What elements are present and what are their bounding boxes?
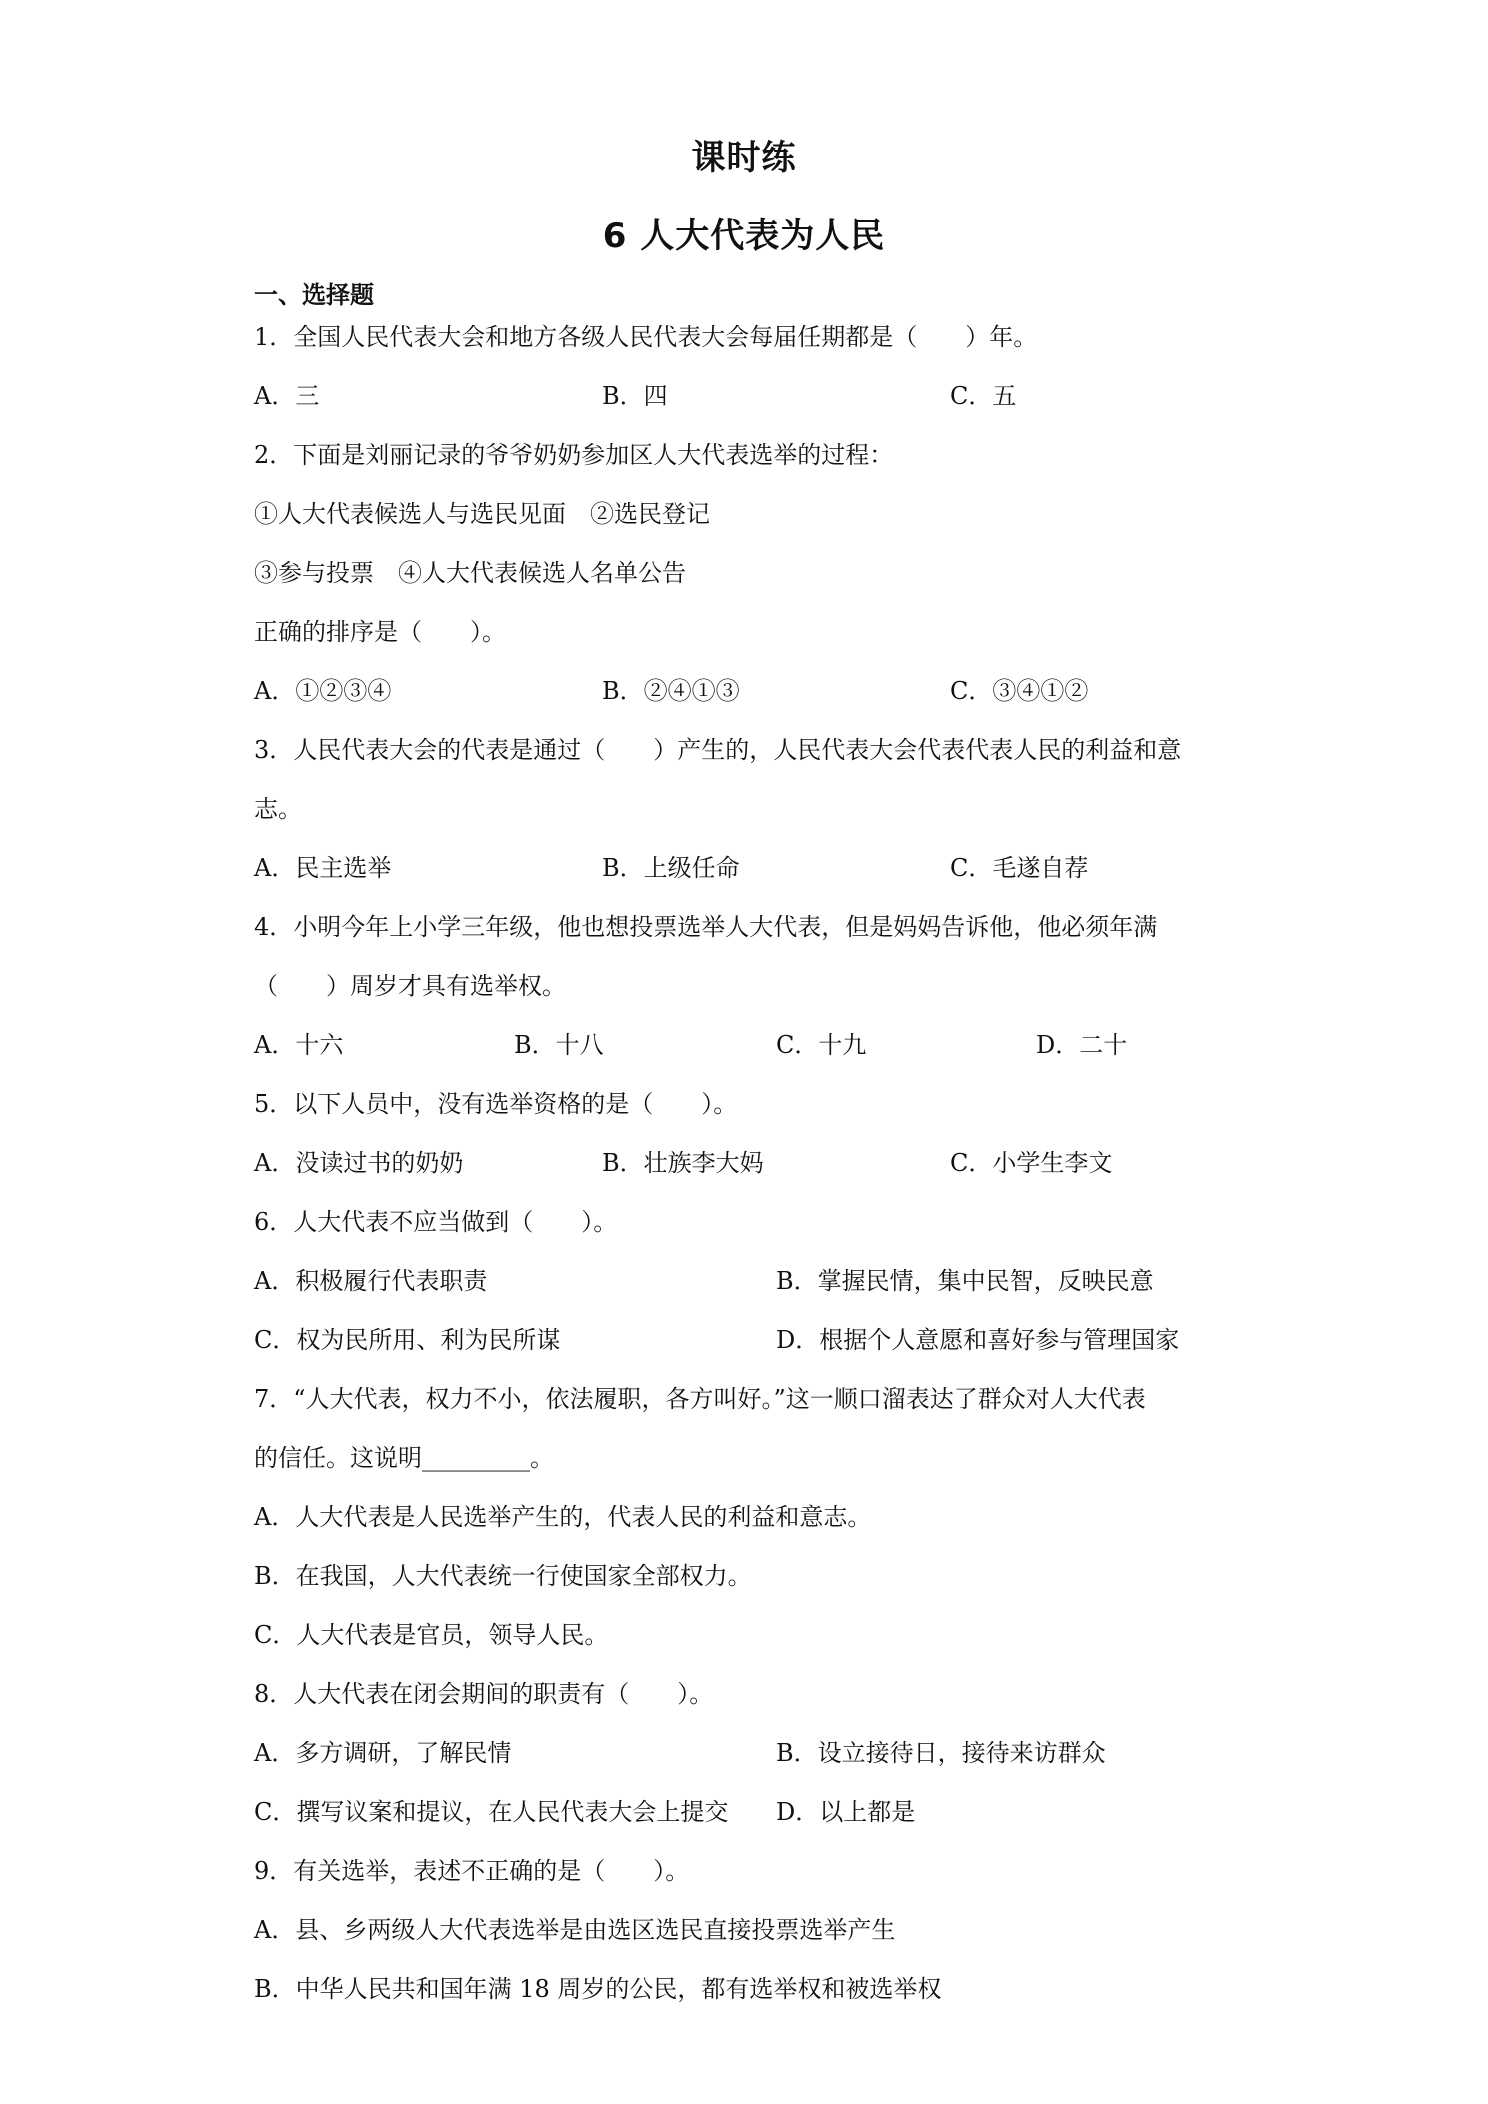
- question-5-option-c: C．小学生李文: [950, 1149, 1113, 1177]
- question-8-stem: 8．人大代表在闭会期间的职责有（ ）。: [254, 1680, 714, 1708]
- question-3-stem-line-2: 志。: [254, 795, 302, 823]
- question-5-option-a: A．没读过书的奶奶: [254, 1149, 464, 1177]
- lesson-title: 6 人大代表为人民: [602, 216, 886, 256]
- question-9-option-a: A．县、乡两级人大代表选举是由选区选民直接投票选举产生: [254, 1916, 896, 1944]
- question-8-option-b: B．设立接待日，接待来访群众: [776, 1739, 1106, 1767]
- section-heading: 一、选择题: [254, 281, 374, 309]
- question-2-line-1: ①人大代表候选人与选民见面 ②选民登记: [254, 500, 710, 528]
- question-3-stem-line-1: 3．人民代表大会的代表是通过（ ）产生的，人民代表大会代表代表人民的利益和意: [254, 736, 1182, 764]
- question-6-option-b: B．掌握民情，集中民智，反映民意: [776, 1267, 1154, 1295]
- question-7-stem-line-1: 7．“人大代表，权力不小，依法履职，各方叫好。”这一顺口溜表达了群众对人大代表: [254, 1385, 1146, 1413]
- question-7-option-a: A．人大代表是人民选举产生的，代表人民的利益和意志。: [254, 1503, 872, 1531]
- question-5-option-b: B．壮族李大妈: [602, 1149, 764, 1177]
- question-3-option-a: A．民主选举: [254, 854, 392, 882]
- question-7-stem-line-2: 的信任。这说明_________。: [254, 1444, 554, 1472]
- question-2-option-c: C．③④①②: [950, 677, 1089, 705]
- question-2-line-2: ③参与投票 ④人大代表候选人名单公告: [254, 559, 686, 587]
- question-3-option-b: B．上级任命: [602, 854, 740, 882]
- question-2-line-3: 正确的排序是（ ）。: [254, 618, 506, 646]
- question-6-option-d: D．根据个人意愿和喜好参与管理国家: [776, 1326, 1180, 1354]
- question-8-option-d: D．以上都是: [776, 1798, 916, 1826]
- question-4-option-c: C．十九: [776, 1031, 867, 1059]
- question-1-stem: 1．全国人民代表大会和地方各级人民代表大会每届任期都是（ ）年。: [254, 323, 1038, 351]
- question-6-option-c: C．权为民所用、利为民所谋: [254, 1326, 561, 1354]
- question-2-option-b: B．②④①③: [602, 677, 740, 705]
- question-2-option-a: A．①②③④: [254, 677, 392, 705]
- question-7-option-c: C．人大代表是官员，领导人民。: [254, 1621, 609, 1649]
- question-2-stem: 2．下面是刘丽记录的爷爷奶奶参加区人大代表选举的过程：: [254, 441, 894, 469]
- question-4-option-a: A．十六: [254, 1031, 344, 1059]
- question-1-option-c: C．五: [950, 382, 1017, 410]
- question-6-option-a: A．积极履行代表职责: [254, 1267, 488, 1295]
- question-4-option-d: D．二十: [1036, 1031, 1128, 1059]
- question-3-option-c: C．毛遂自荐: [950, 854, 1089, 882]
- question-4-stem-line-1: 4．小明今年上小学三年级，他也想投票选举人大代表，但是妈妈告诉他，他必须年满: [254, 913, 1158, 941]
- question-4-option-b: B．十八: [514, 1031, 604, 1059]
- page-title: 课时练: [691, 138, 797, 178]
- question-5-stem: 5．以下人员中，没有选举资格的是（ ）。: [254, 1090, 738, 1118]
- question-8-option-c: C．撰写议案和提议，在人民代表大会上提交: [254, 1798, 729, 1826]
- question-1-option-b: B．四: [602, 382, 668, 410]
- question-6-stem: 6．人大代表不应当做到（ ）。: [254, 1208, 618, 1236]
- question-9-option-b: B．中华人民共和国年满 18 周岁的公民，都有选举权和被选举权: [254, 1975, 942, 2003]
- question-1-option-a: A．三: [254, 382, 320, 410]
- question-8-option-a: A．多方调研，了解民情: [254, 1739, 512, 1767]
- question-7-option-b: B．在我国，人大代表统一行使国家全部权力。: [254, 1562, 752, 1590]
- question-4-stem-line-2: （ ）周岁才具有选举权。: [254, 972, 566, 1000]
- question-9-stem: 9．有关选举，表述不正确的是（ ）。: [254, 1857, 690, 1885]
